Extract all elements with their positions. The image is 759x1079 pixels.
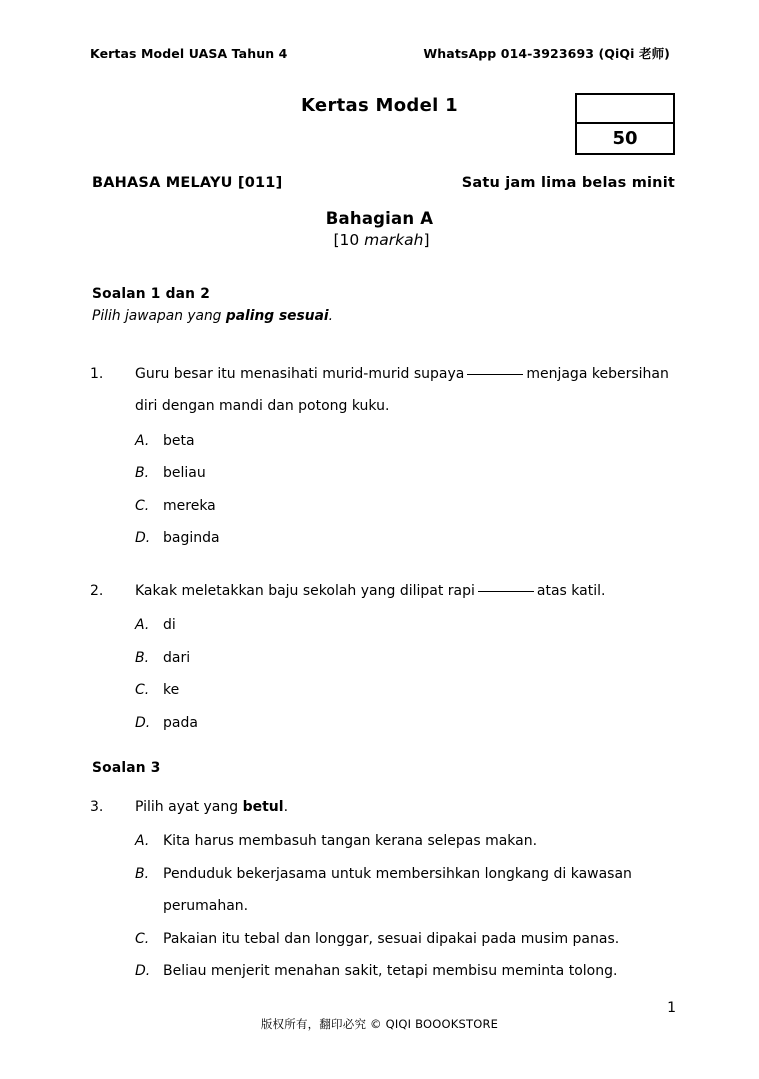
marks-box-total-cell: 50 (612, 128, 638, 149)
section-marks-suffix: ] (423, 231, 430, 250)
running-header (90, 44, 670, 64)
option-b[interactable] (135, 858, 675, 923)
option-c-letter: C. (135, 682, 150, 699)
question-1-number: 1. (90, 366, 104, 382)
section-marks (0, 230, 759, 252)
question-2-stem-part1: Kakak meletakkan baju sekolah yang dilipat rapi (135, 583, 475, 599)
header-left-text: Kertas Model UASA Tahun 4 (90, 46, 288, 61)
copyright-notice: 版权所有，翻印必究 © QIQI BOOOKSTORE (260, 1017, 499, 1031)
option-a[interactable] (135, 609, 675, 641)
exam-duration: Satu jam lima belas minit (461, 175, 675, 191)
option-b-letter: B. (135, 865, 150, 882)
instruction-heading-soalan-3: Soalan 3 (92, 760, 161, 776)
marks-box (575, 93, 675, 155)
page-title: Kertas Model 1 (301, 95, 458, 116)
instruction-block-1 (92, 284, 652, 327)
option-c-text: ke (163, 682, 180, 699)
option-d-letter: D. (135, 963, 151, 980)
question-3 (90, 791, 675, 988)
question-1-stem-part1: Guru besar itu menasihati murid-murid supaya (135, 366, 465, 382)
option-c[interactable] (135, 674, 675, 706)
answer-blank[interactable] (467, 374, 523, 375)
subject-name: BAHASA MELAYU [011] (92, 175, 283, 191)
question-1 (90, 358, 675, 555)
question-2-line (90, 575, 675, 739)
option-a-text: Kita harus membasuh tangan kerana selepas makan. (163, 833, 538, 850)
answer-blank[interactable] (478, 591, 534, 592)
question-2-options (135, 609, 675, 739)
option-a[interactable] (135, 425, 675, 457)
question-1-line (90, 358, 675, 555)
instruction-text-post: . (328, 308, 334, 325)
question-3-options (135, 825, 675, 987)
option-b-text: beliau (163, 465, 206, 482)
option-d-letter: D. (135, 530, 151, 547)
question-2-stem-part2: atas katil. (536, 583, 606, 599)
question-1-stem (135, 358, 675, 390)
page-number: 1 (667, 1000, 676, 1016)
question-2-number: 2. (90, 583, 104, 599)
option-d[interactable] (135, 955, 675, 987)
section-title: Bahagian A (325, 209, 434, 228)
question-1-options (135, 425, 675, 555)
subject-row (92, 175, 675, 191)
question-3-stem-emphasis: betul (242, 799, 284, 815)
instruction-text-pre: Pilih jawapan yang (92, 308, 226, 325)
instruction-text-soalan-1-2 (92, 305, 652, 327)
question-2-body (135, 575, 675, 739)
question-3-number: 3. (90, 799, 104, 815)
section-marks-prefix: [10 (333, 231, 365, 250)
instruction-heading-soalan-1-2: Soalan 1 dan 2 (92, 286, 211, 302)
option-b[interactable] (135, 642, 675, 674)
option-b-text: Penduduk bekerjasama untuk membersihkan longkang di kawasan perumahan. (163, 865, 632, 915)
section-heading (0, 208, 759, 252)
question-1-stem-part2: menjaga kebersihan (526, 366, 669, 382)
option-c-letter: C. (135, 930, 150, 947)
option-a-letter: A. (135, 617, 150, 634)
option-c[interactable] (135, 490, 675, 522)
option-a-text: di (163, 617, 176, 634)
question-1-stem-line2: diri dengan mandi dan potong kuku. (135, 398, 390, 415)
option-b-letter: B. (135, 649, 150, 666)
question-2 (90, 575, 675, 739)
option-d[interactable] (135, 707, 675, 739)
option-a[interactable] (135, 825, 675, 857)
instruction-text-emphasis: paling sesuai (225, 308, 329, 325)
question-3-stem-part2: . (283, 799, 289, 815)
option-b-text: dari (163, 649, 191, 666)
question-2-stem (135, 575, 675, 607)
question-3-line (90, 791, 675, 988)
question-1-body (135, 358, 675, 555)
question-3-stem (135, 791, 675, 823)
option-a-letter: A. (135, 833, 150, 850)
question-3-stem-part1: Pilih ayat yang (135, 799, 243, 815)
option-c-text: mereka (163, 497, 216, 514)
option-b-letter: B. (135, 465, 150, 482)
marks-box-empty-cell[interactable] (577, 95, 673, 124)
header-right-contact: WhatsApp 014-3923693 (QiQi 老师) (423, 46, 670, 61)
option-c-text: Pakaian itu tebal dan longgar, sesuai dipakai pada musim panas. (163, 930, 620, 947)
option-a-letter: A. (135, 432, 150, 449)
option-c[interactable] (135, 923, 675, 955)
question-3-body (135, 791, 675, 988)
option-d-text: Beliau menjerit menahan sakit, tetapi membisu meminta tolong. (163, 963, 618, 980)
option-c-letter: C. (135, 497, 150, 514)
option-d[interactable] (135, 522, 675, 554)
option-d-letter: D. (135, 714, 151, 731)
section-marks-word: markah (364, 231, 424, 250)
option-a-text: beta (163, 432, 195, 449)
option-d-text: pada (163, 714, 198, 731)
option-d-text: baginda (163, 530, 220, 547)
option-b[interactable] (135, 457, 675, 489)
